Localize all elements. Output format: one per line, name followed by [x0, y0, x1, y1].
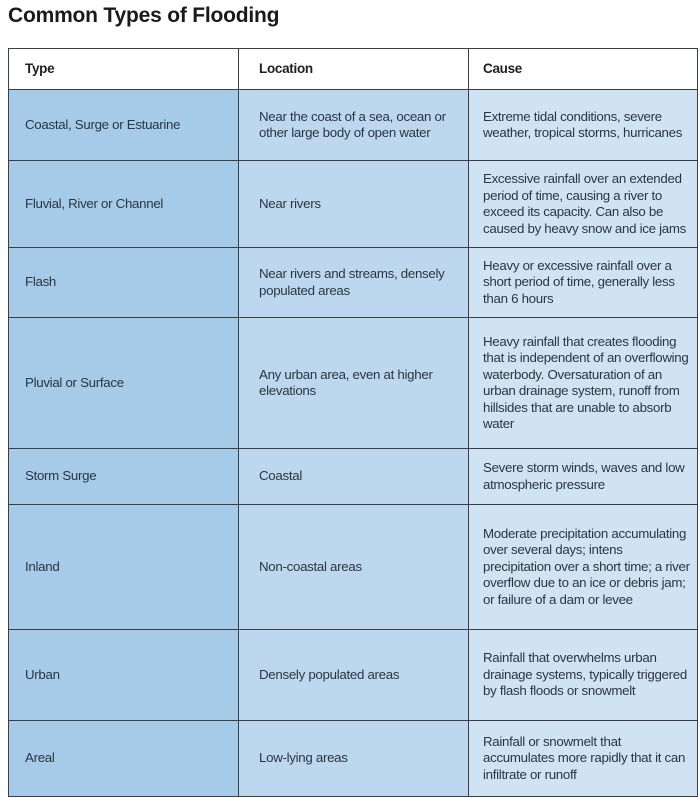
table-row: [9, 248, 698, 318]
cell-cause: Rainfall or snowmelt that accumulates more rapidly that it can infiltrate or runoff: [469, 721, 698, 797]
table-row: [9, 505, 698, 630]
cell-cause: Extreme tidal conditions, severe weather, tropical storms, hurricanes: [469, 90, 698, 161]
header-type: Type: [9, 49, 239, 90]
flooding-types-table: [8, 48, 698, 797]
cell-type: Storm Surge: [9, 449, 239, 505]
table-header-row: [9, 49, 698, 90]
cell-location: Near rivers and streams, densely populated areas: [239, 248, 469, 318]
header-location: Location: [239, 49, 469, 90]
cell-location: Any urban area, even at higher elevations: [239, 318, 469, 449]
cell-type: Flash: [9, 248, 239, 318]
cell-cause: Heavy rainfall that creates flooding that is independent of an overflowing waterbody. Oversaturation of an urban drainage system, runoff from hillsides that are unable to absorb water: [469, 318, 698, 449]
page-title: Common Types of Flooding: [8, 4, 280, 27]
cell-cause: Rainfall that overwhelms urban drainage systems, typically triggered by flash floods or snowmelt: [469, 630, 698, 721]
cell-location: Non-coastal areas: [239, 505, 469, 630]
cell-type: Pluvial or Surface: [9, 318, 239, 449]
header-cause: Cause: [469, 49, 698, 90]
cell-cause: Severe storm winds, waves and low atmospheric pressure: [469, 449, 698, 505]
cell-type: Areal: [9, 721, 239, 797]
table-row: [9, 161, 698, 248]
table-row: [9, 318, 698, 449]
cell-location: Coastal: [239, 449, 469, 505]
cell-cause: Moderate precipitation accumulating over several days; intens precipitation over a short time; a river overflow due to an ice or debris jam; or failure of a dam or levee: [469, 505, 698, 630]
cell-location: Low-lying areas: [239, 721, 469, 797]
cell-location: Near rivers: [239, 161, 469, 248]
cell-type: Inland: [9, 505, 239, 630]
cell-location: Near the coast of a sea, ocean or other large body of open water: [239, 90, 469, 161]
cell-cause: Heavy or excessive rainfall over a short period of time, generally less than 6 hours: [469, 248, 698, 318]
cell-cause: Excessive rainfall over an extended period of time, causing a river to exceed its capacity. Can also be caused by heavy snow and ice jams: [469, 161, 698, 248]
cell-type: Coastal, Surge or Estuarine: [9, 90, 239, 161]
table-row: [9, 90, 698, 161]
table-row: [9, 630, 698, 721]
cell-type: Fluvial, River or Channel: [9, 161, 239, 248]
table-row: [9, 449, 698, 505]
table-row: [9, 721, 698, 797]
cell-location: Densely populated areas: [239, 630, 469, 721]
cell-type: Urban: [9, 630, 239, 721]
